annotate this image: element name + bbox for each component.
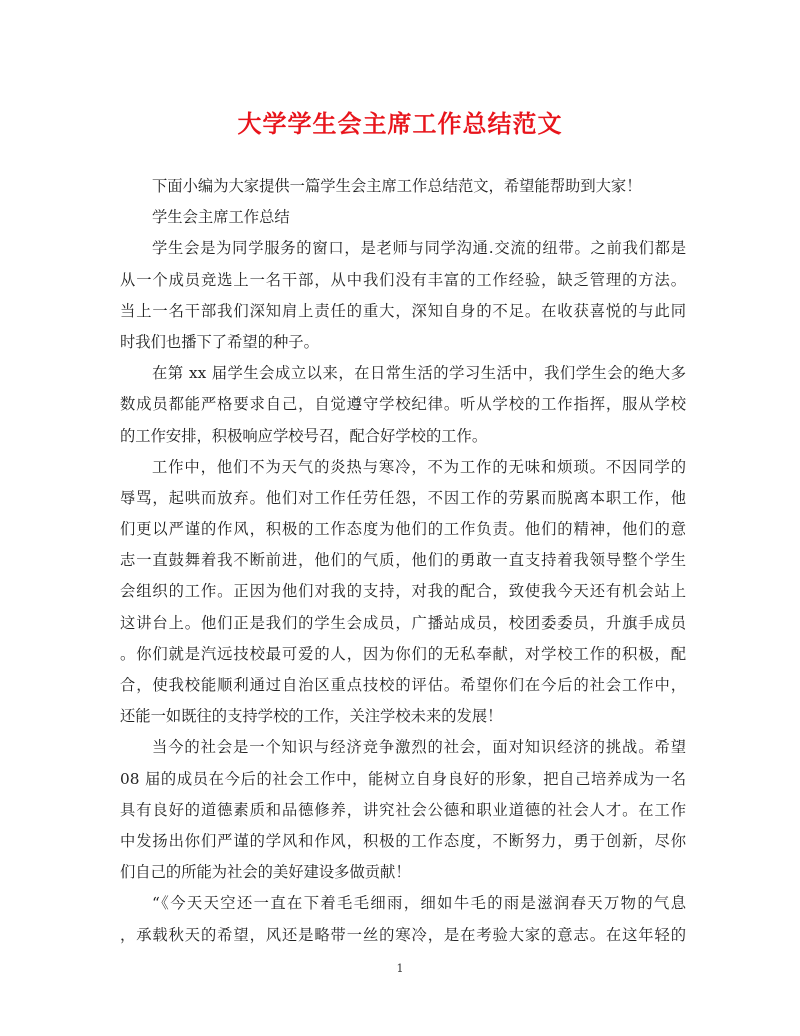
body-line: 学生会是为同学服务的窗口，是老师与同学沟通.交流的纽带。之前我们都是 [152, 239, 686, 258]
body-line: 时我们也播下了希望的种子。 [120, 332, 319, 351]
document-body [120, 171, 686, 951]
body-line: 具有良好的道德素质和品德修养，讲究社会公德和职业道德的社会人才。在工作 [120, 800, 686, 819]
body-line: 合，使我校能顺利通过自治区重点技校的评估。希望你们在今后的社会工作中， [120, 676, 686, 694]
body-line: ，承载秋天的希望，风还是略带一丝的寒冷，是在考验大家的意志。在这年轻的 [120, 925, 686, 944]
body-line: 志一直鼓舞着我不断前进，他们的气质，他们的勇敢一直支持着我领导整个学生 [120, 551, 686, 570]
body-line: 工作中，他们不为天气的炎热与寒冷，不为工作的无味和烦琐。不因同学的 [152, 457, 686, 476]
body-line: 这讲台上。他们正是我们的学生会成员，广播站成员，校团委委员，升旗手成员 [120, 613, 686, 632]
body-line: 从一个成员竞选上一名干部，从中我们没有丰富的工作经验，缺乏管理的方法。 [120, 270, 686, 289]
document-title: 大学学生会主席工作总结范文 [237, 109, 563, 138]
body-line: 。你们就是汽远技校最可爱的人，因为你们的无私奉献，对学校工作的积极，配 [120, 644, 686, 663]
body-line: 们更以严谨的作风，积极的工作态度为他们的工作负责。他们的精神，他们的意 [120, 520, 686, 539]
body-line: “《今天天空还一直在下着毛毛细雨，细如牛毛的雨是滋润春天万物的气息 [152, 894, 686, 913]
body-line: 还能一如既往的支持学校的工作，关注学校未来的发展！ [120, 707, 503, 726]
body-line: 08 届的成员在今后的社会工作中，能树立自身良好的形象，把自己培养成为一名 [120, 769, 686, 788]
body-line: 当上一名干部我们深知肩上责任的重大，深知自身的不足。在收获喜悦的与此同 [120, 301, 686, 320]
body-line: 的工作安排，积极响应学校号召，配合好学校的工作。 [120, 426, 488, 445]
body-line: 会组织的工作。正因为他们对我的支持，对我的配合，致使我今天还有机会站上 [120, 582, 686, 601]
body-line: 当今的社会是一个知识与经济竞争激烈的社会，面对知识经济的挑战。希望 [152, 738, 686, 757]
body-line: 在第 xx 届学生会成立以来，在日常生活的学习生活中，我们学生会的绝大多 [152, 364, 686, 383]
body-line: 学生会主席工作总结 [152, 208, 290, 227]
body-line: 数成员都能严格要求自己，自觉遵守学校纪律。听从学校的工作指挥，服从学校 [120, 395, 686, 414]
body-line: 中发扬出你们严谨的学风和作风，积极的工作态度，不断努力，勇于创新，尽你 [120, 831, 686, 850]
body-line: 辱骂，起哄而放弃。他们对工作任劳任怨，不因工作的劳累而脱离本职工作，他 [120, 488, 686, 507]
page-number: 1 [396, 962, 404, 975]
body-line: 下面小编为大家提供一篇学生会主席工作总结范文，希望能帮助到大家！ [152, 177, 642, 195]
body-line: 们自己的所能为社会的美好建设多做贡献！ [120, 863, 411, 882]
